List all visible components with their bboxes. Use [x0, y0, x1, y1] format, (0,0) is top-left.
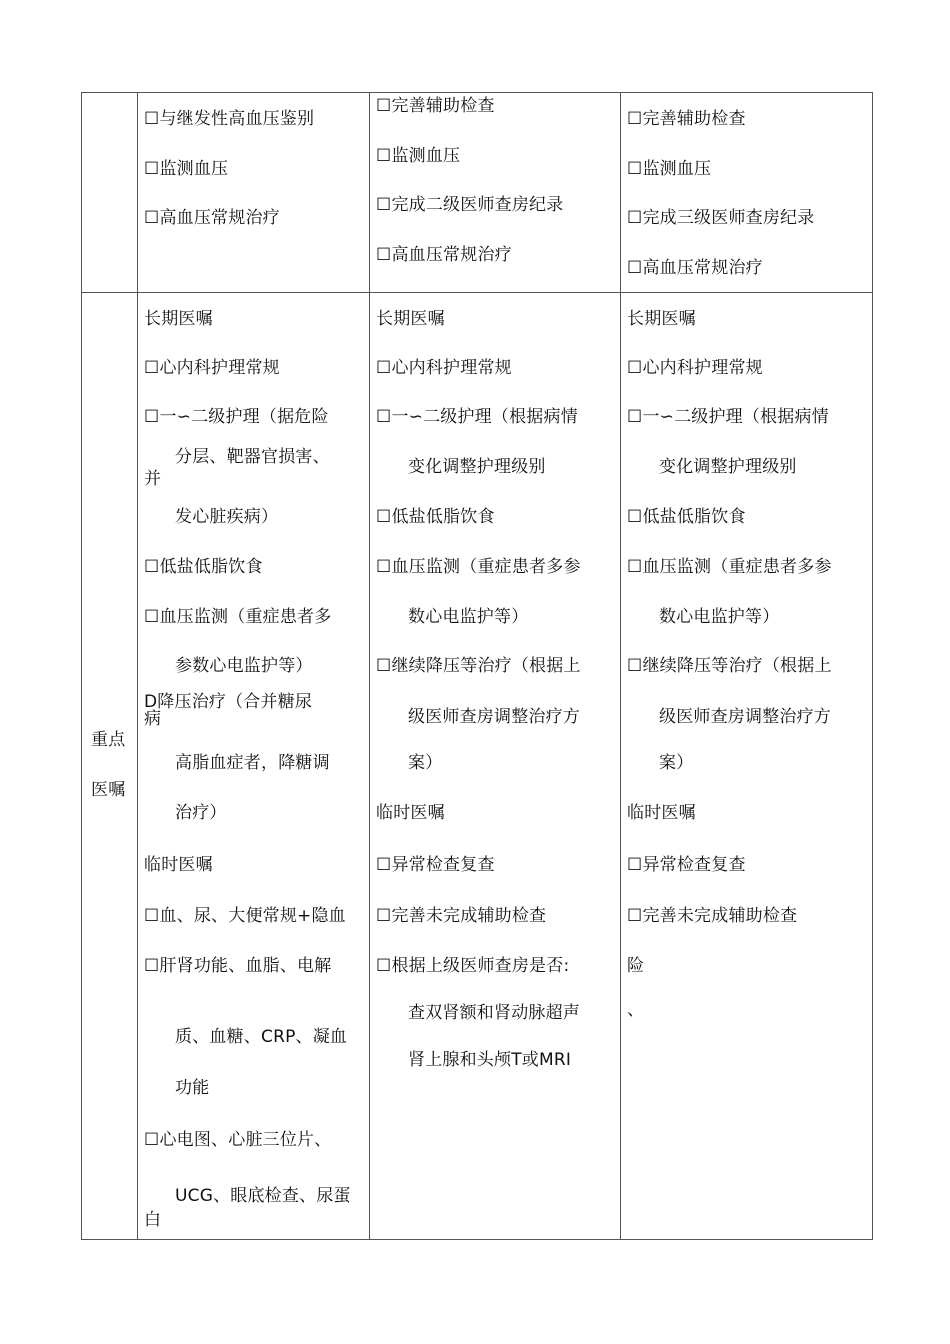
cell-text: 分层、靶器官损害、: [175, 447, 330, 467]
cell-text: ☐完善辅助检查: [627, 109, 746, 129]
cell-text: ☐高血压常规治疗: [144, 208, 280, 228]
cell-text: ☐血、尿、大便常规+隐血: [144, 906, 346, 926]
column-divider: [620, 93, 621, 1239]
cell-text: ☐继续降压等治疗（根据上: [376, 656, 581, 676]
cell-text: 发心脏疾病）: [175, 507, 279, 527]
cell-text: ☐一∽二级护理（据危险: [144, 407, 329, 427]
cell-text: 肾上腺和头颅T或MRI: [408, 1050, 572, 1070]
cell-text: 级医师查房调整治疗方: [659, 707, 831, 727]
row-label: 重点: [91, 730, 126, 750]
cell-text: 、: [627, 1000, 645, 1020]
cell-text: ☐继续降压等治疗（根据上: [627, 656, 832, 676]
cell-text: D降压治疗（合并糖尿: [144, 692, 313, 712]
cell-text: ☐监测血压: [144, 159, 229, 179]
cell-text: 参数心电监护等）: [175, 656, 313, 676]
clinical-pathway-table: [81, 92, 873, 1240]
cell-text: 长期医嘱: [627, 309, 696, 329]
cell-text: UCG、眼底检查、尿蛋: [175, 1186, 351, 1206]
cell-text: ☐异常检查复查: [627, 855, 746, 875]
cell-text: 并: [144, 469, 162, 489]
cell-text: ☐低盐低脂饮食: [144, 557, 263, 577]
cell-text: ☐心内科护理常规: [627, 358, 763, 378]
cell-text: ☐与继发性高血压鉴别: [144, 109, 315, 129]
cell-text: ☐高血压常规治疗: [376, 245, 512, 265]
cell-text: 数心电监护等）: [659, 607, 780, 627]
cell-text: ☐根据上级医师查房是否:: [376, 956, 570, 976]
cell-text: 功能: [175, 1078, 210, 1098]
column-divider: [369, 93, 370, 1239]
cell-text: ☐血压监测（重症患者多: [144, 607, 332, 627]
cell-text: ☐低盐低脂饮食: [376, 507, 495, 527]
cell-text: 长期医嘱: [144, 309, 213, 329]
cell-text: ☐心内科护理常规: [144, 358, 280, 378]
cell-text: ☐完善未完成辅助检查: [627, 906, 798, 926]
cell-text: 高脂血症者，降糖调: [175, 753, 330, 773]
cell-text: 质、血糖、CRP、凝血: [175, 1027, 348, 1047]
cell-text: 险: [627, 956, 645, 976]
cell-text: 病: [144, 709, 162, 729]
cell-text: 变化调整护理级别: [408, 457, 546, 477]
cell-text: ☐低盐低脂饮食: [627, 507, 746, 527]
cell-text: ☐肝肾功能、血脂、电解: [144, 956, 332, 976]
cell-text: ☐监测血压: [627, 159, 712, 179]
cell-text: ☐完善辅助检查: [376, 96, 495, 116]
cell-text: ☐完善未完成辅助检查: [376, 906, 547, 926]
cell-text: 查双肾额和肾动脉超声: [408, 1003, 580, 1023]
column-divider: [137, 93, 138, 1239]
cell-text: 治疗）: [175, 803, 227, 823]
cell-text: 案）: [659, 753, 694, 773]
cell-text: 临时医嘱: [627, 803, 696, 823]
cell-text: ☐监测血压: [376, 146, 461, 166]
cell-text: ☐血压监测（重症患者多参: [376, 557, 581, 577]
cell-text: 长期医嘱: [376, 309, 445, 329]
cell-text: 白: [144, 1210, 162, 1230]
cell-text: ☐一∽二级护理（根据病情: [376, 407, 578, 427]
cell-text: ☐心电图、心脏三位片、: [144, 1130, 332, 1150]
cell-text: 临时医嘱: [144, 855, 213, 875]
cell-text: 级医师查房调整治疗方: [408, 707, 580, 727]
cell-text: ☐高血压常规治疗: [627, 258, 763, 278]
cell-text: 数心电监护等）: [408, 607, 529, 627]
cell-text: ☐完成三级医师查房纪录: [627, 208, 815, 228]
row-label: 医嘱: [91, 780, 126, 800]
cell-text: ☐心内科护理常规: [376, 358, 512, 378]
cell-text: ☐异常检查复查: [376, 855, 495, 875]
cell-text: ☐血压监测（重症患者多参: [627, 557, 832, 577]
cell-text: 临时医嘱: [376, 803, 445, 823]
cell-text: ☐完成二级医师查房纪录: [376, 195, 564, 215]
row-divider: [82, 292, 872, 293]
cell-text: 案）: [408, 753, 443, 773]
cell-text: ☐一∽二级护理（根据病情: [627, 407, 829, 427]
cell-text: 变化调整护理级别: [659, 457, 797, 477]
